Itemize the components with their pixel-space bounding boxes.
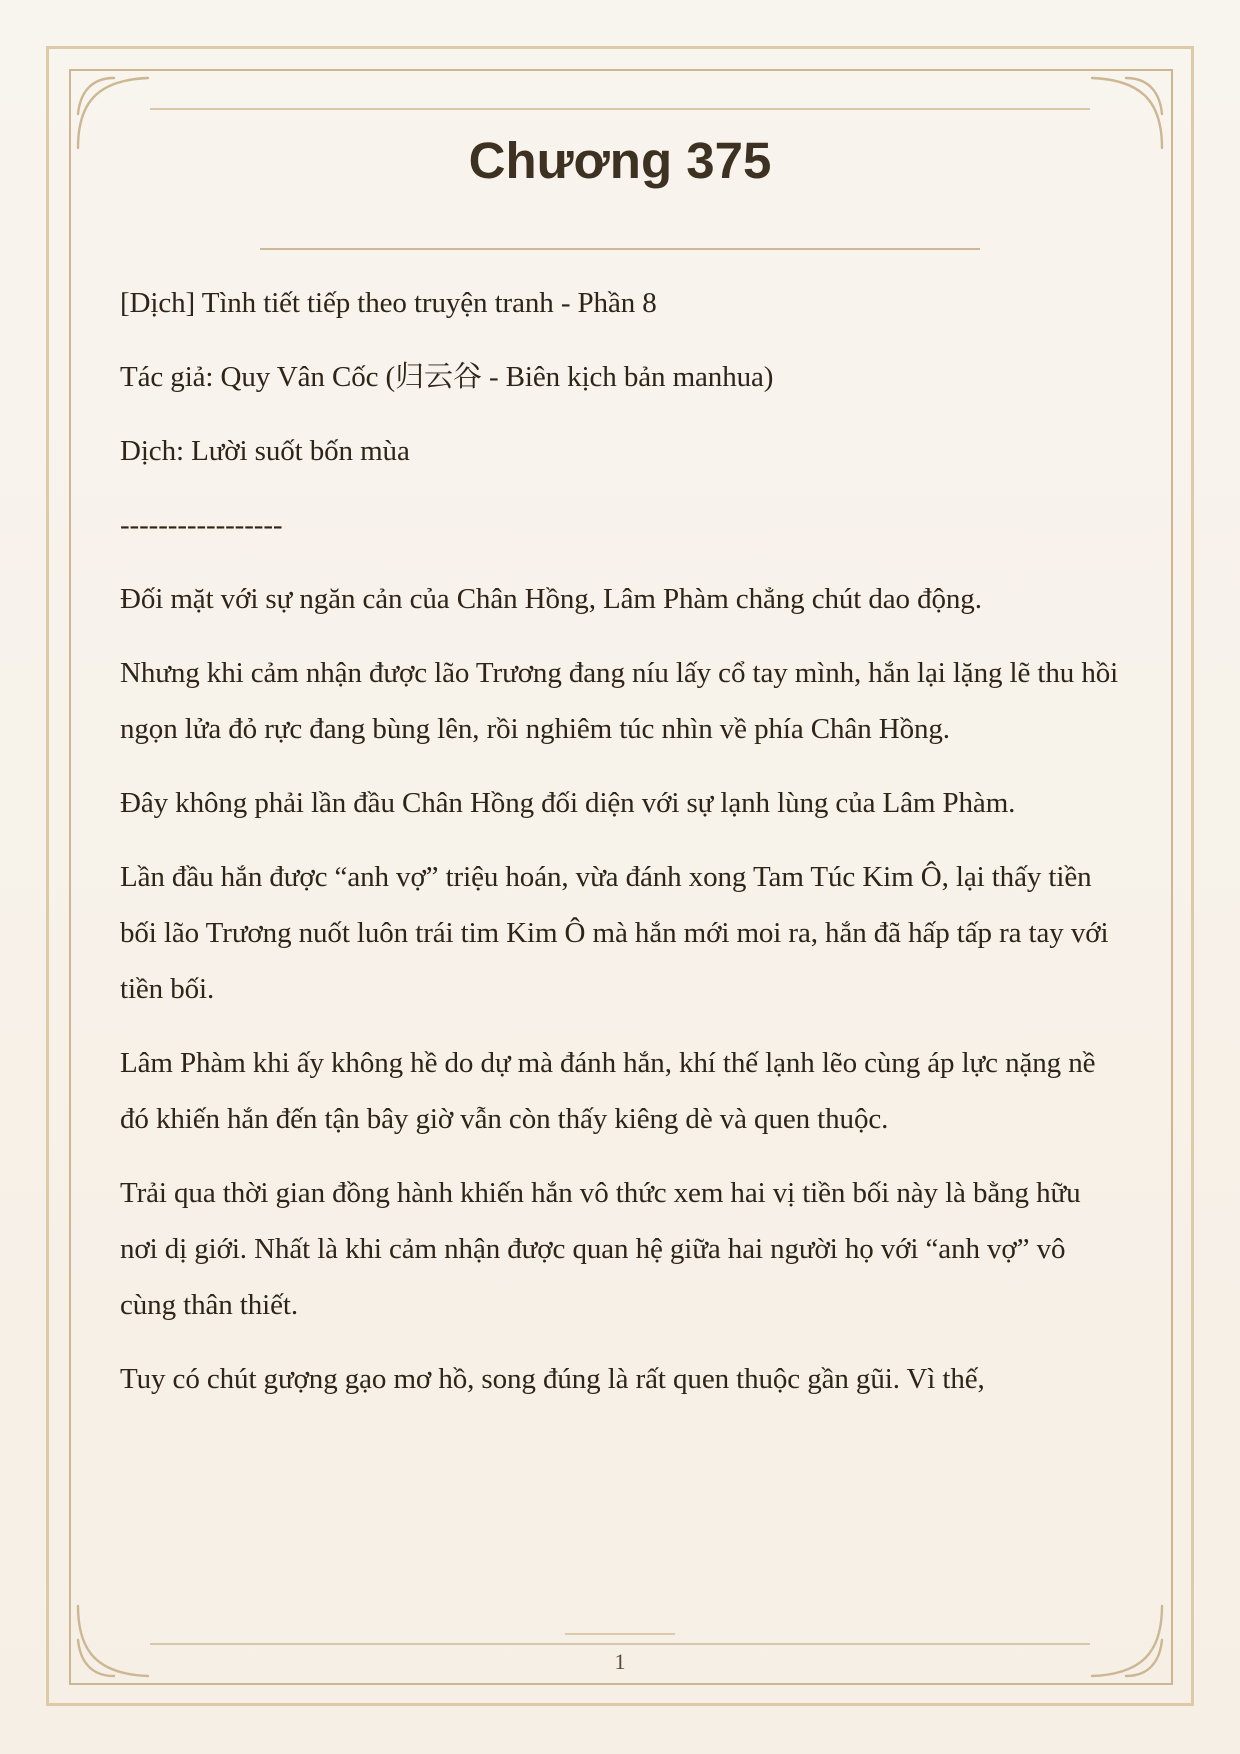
paragraph: Tuy có chút gượng gạo mơ hồ, song đúng là rất quen thuộc gần gũi. Vì thế, [120,1363,985,1395]
page-number: 1 [614,1649,626,1674]
paragraph: Lần đầu hắn được “anh vợ” triệu hoán, vừa đánh xong Tam Túc Kim Ô, lại thấy tiền bối lão Trương nuốt luôn trái tim Kim Ô mà hắn mới moi ra, hắn đã hấp tấp ra tay với tiền bối. [120,861,1109,1005]
author-line: Tác giả: Quy Vân Cốc (归云谷 - Biên kịch bản manhua) [120,361,774,393]
footer-rule [150,1643,1090,1645]
chapter-content [120,275,1125,1425]
separator-line: ----------------- [120,509,283,541]
paragraph: Lâm Phàm khi ấy không hề do dự mà đánh hắn, khí thế lạnh lẽo cùng áp lực nặng nề đó khiến hắn đến tận bây giờ vẫn còn thấy kiêng dè và quen thuộc. [120,1047,1096,1135]
paragraph: Nhưng khi cảm nhận được lão Trương đang níu lấy cổ tay mình, hắn lại lặng lẽ thu hồi ngọn lửa đỏ rực đang bùng lên, rồi nghiêm túc nhìn về phía Chân Hồng. [120,657,1119,745]
paragraph: Đây không phải lần đầu Chân Hồng đối diện với sự lạnh lùng của Lâm Phàm. [120,787,1016,819]
source-line: [Dịch] Tình tiết tiếp theo truyện tranh - Phần 8 [120,287,657,319]
header-rule [150,108,1090,110]
translator-line: Dịch: Lười suốt bốn mùa [120,435,410,467]
chapter-title: Chương 375 [468,132,772,189]
footer-short-rule [565,1633,675,1635]
title-underline [260,248,980,250]
paragraph: Trải qua thời gian đồng hành khiến hắn vô thức xem hai vị tiền bối này là bằng hữu nơi dị giới. Nhất là khi cảm nhận được quan hệ giữa hai người họ với “anh vợ” vô cùng thân thiết. [120,1177,1081,1321]
paragraph: Đối mặt với sự ngăn cản của Chân Hồng, Lâm Phàm chẳng chút dao động. [120,583,982,615]
